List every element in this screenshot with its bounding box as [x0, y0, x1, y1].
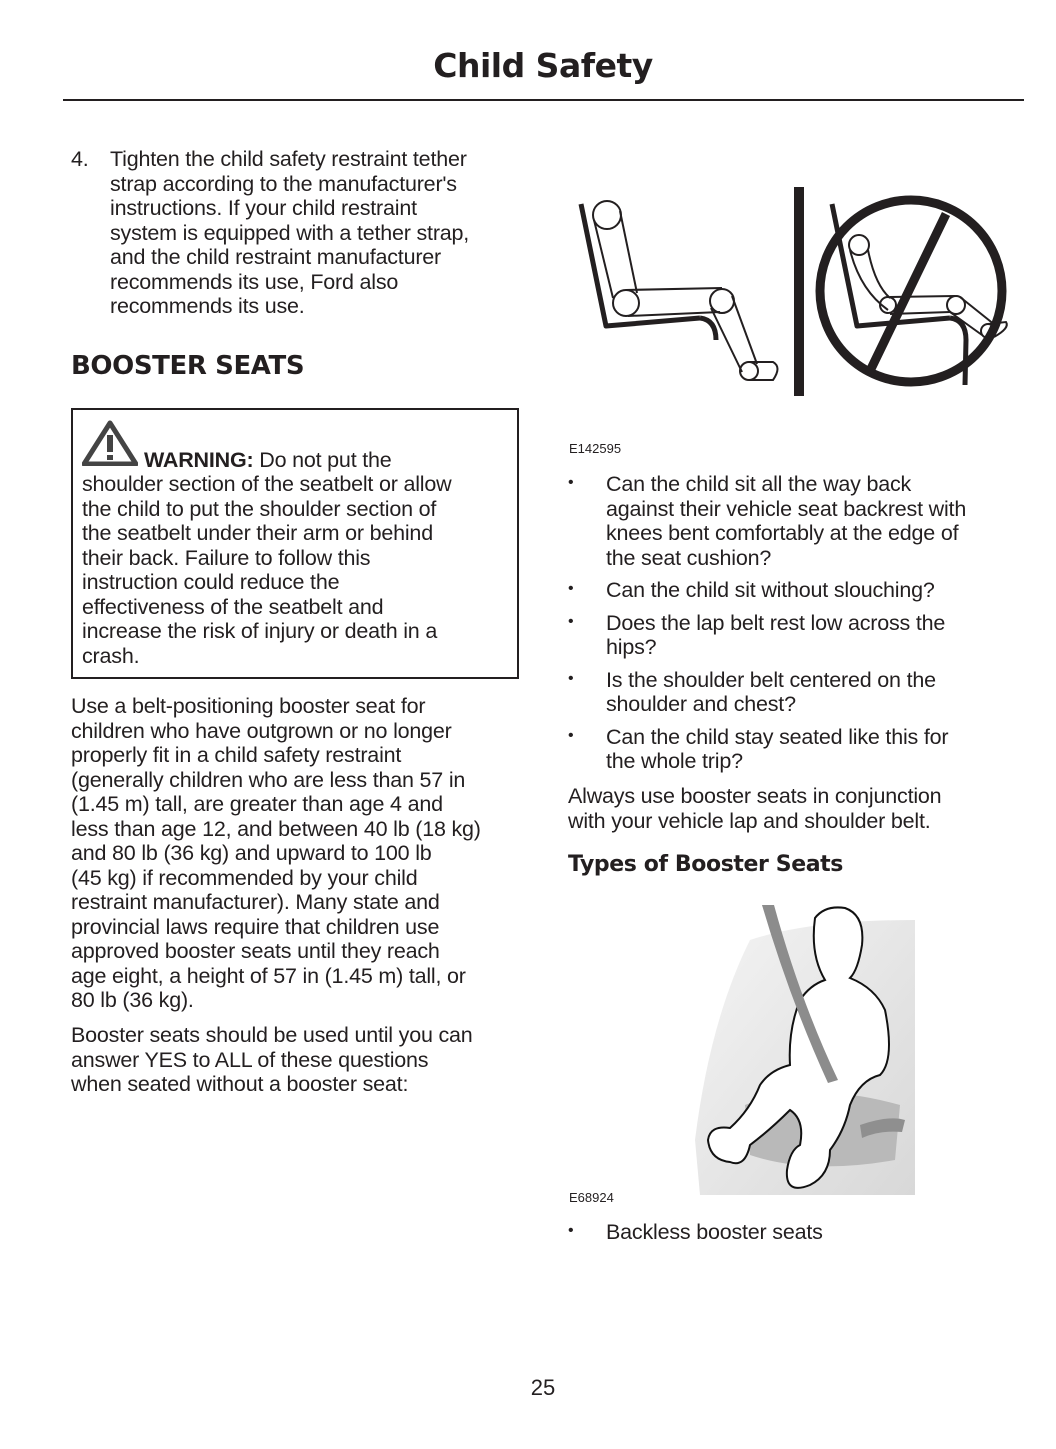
list-item-text: Does the lap belt rest low across the [606, 610, 946, 635]
list-item-text: shoulder and chest? [606, 692, 796, 716]
page-number: 25 [530, 1375, 556, 1400]
step-4-text [110, 147, 469, 319]
text-line: recommends its use, Ford also [110, 269, 399, 294]
text-line: Always use booster seats in conjunction [568, 784, 942, 808]
types-heading: Types of Booster Seats [568, 852, 843, 877]
text-line: answer YES to ALL of these questions [71, 1047, 429, 1072]
list-item [568, 668, 1028, 717]
warning-text: Do not put the [253, 448, 392, 472]
text-line: and 80 lb (36 kg) and upward to 100 lb [71, 841, 432, 865]
text-line: system is equipped with a tether strap, [110, 220, 470, 245]
list-item [568, 1220, 1028, 1245]
warning-label: WARNING: [144, 448, 254, 472]
text-line: their back. Failure to follow this [82, 545, 371, 570]
text-line: Tighten the child safety restraint tether [110, 147, 467, 171]
list-item-text: the seat cushion? [606, 545, 772, 570]
text-line: the child to put the shoulder section of [82, 496, 437, 521]
text-line: properly fit in a child safety restraint [71, 743, 402, 767]
text-line: Use a belt-positioning booster seat for [71, 694, 426, 718]
bullet-icon: • [568, 612, 574, 630]
booster-types-list [568, 1220, 1028, 1245]
list-item [568, 472, 1028, 570]
page-title: Child Safety [433, 46, 653, 85]
questions-list [568, 472, 1028, 782]
warning-first-line [144, 448, 392, 473]
text-line: shoulder section of the seatbelt or allow [82, 472, 452, 496]
list-item-text: Is the shoulder belt centered on the [606, 667, 936, 692]
bullet-icon: • [568, 580, 574, 597]
list-item-text: Can the child sit all the way back [606, 472, 912, 496]
booster-seats-heading: BOOSTER SEATS [71, 351, 305, 381]
text-line: approved booster seats until they reach [71, 939, 440, 963]
list-item [568, 578, 1028, 603]
list-item-text: Backless booster seats [606, 1220, 823, 1244]
text-line: less than age 12, and between 40 lb (18 kg) [71, 816, 481, 841]
booster-paragraph-3 [568, 784, 941, 833]
list-item [568, 725, 1028, 774]
text-line: restraint manufacturer). Many state and [71, 890, 440, 914]
list-item-text: knees bent comfortably at the edge of [606, 521, 959, 545]
text-line: 80 lb (36 kg). [71, 988, 194, 1012]
list-item-text: hips? [606, 635, 657, 659]
bullet-icon: • [568, 726, 574, 744]
text-line: (1.45 m) tall, are greater than age 4 and [71, 792, 443, 816]
backless-booster-illustration [690, 900, 920, 1200]
text-line: Booster seats should be used until you can [71, 1023, 473, 1047]
warning-body [82, 472, 451, 668]
bullet-icon: • [568, 1222, 574, 1239]
step-4-number: 4. [71, 147, 89, 171]
booster-paragraph-2 [71, 1023, 473, 1097]
figure-2-caption: E68924 [569, 1190, 614, 1205]
text-line: when seated without a booster seat: [71, 1072, 409, 1096]
text-line: instructions. If your child restraint [110, 196, 417, 220]
text-line: effectiveness of the seatbelt and [82, 594, 384, 619]
figure-1-caption: E142595 [569, 441, 622, 456]
text-line: and the child restraint manufacturer [110, 245, 442, 269]
list-item [568, 611, 1028, 660]
text-line: crash. [82, 643, 140, 668]
text-line: the seatbelt under their arm or behind [82, 521, 433, 545]
text-line: children who have outgrown or no longer [71, 718, 452, 743]
text-line: increase the risk of injury or death in a [82, 619, 438, 643]
text-line: instruction could reduce the [82, 570, 340, 594]
warning-triangle-icon [82, 420, 138, 466]
list-item-text: against their vehicle seat backrest with [606, 496, 967, 521]
text-line: (generally children who are less than 57 in [71, 767, 466, 792]
text-line: recommends its use. [110, 294, 305, 318]
text-line: with your vehicle lap and shoulder belt. [568, 808, 931, 833]
list-item-text: Can the child stay seated like this for [606, 724, 949, 749]
header-divider [63, 99, 1024, 101]
text-line: strap according to the manufacturer's [110, 171, 457, 196]
text-line: provincial laws require that children use [71, 914, 440, 939]
text-line: age eight, a height of 57 in (1.45 m) tall, or [71, 963, 466, 988]
list-item-text: Can the child sit without slouching? [606, 578, 935, 602]
bullet-icon: • [568, 669, 574, 687]
seating-position-illustration [570, 180, 1020, 400]
booster-paragraph-1 [71, 694, 481, 1013]
bullet-icon: • [568, 474, 574, 491]
text-line: (45 kg) if recommended by your child [71, 865, 418, 890]
list-item-text: the whole trip? [606, 749, 743, 773]
